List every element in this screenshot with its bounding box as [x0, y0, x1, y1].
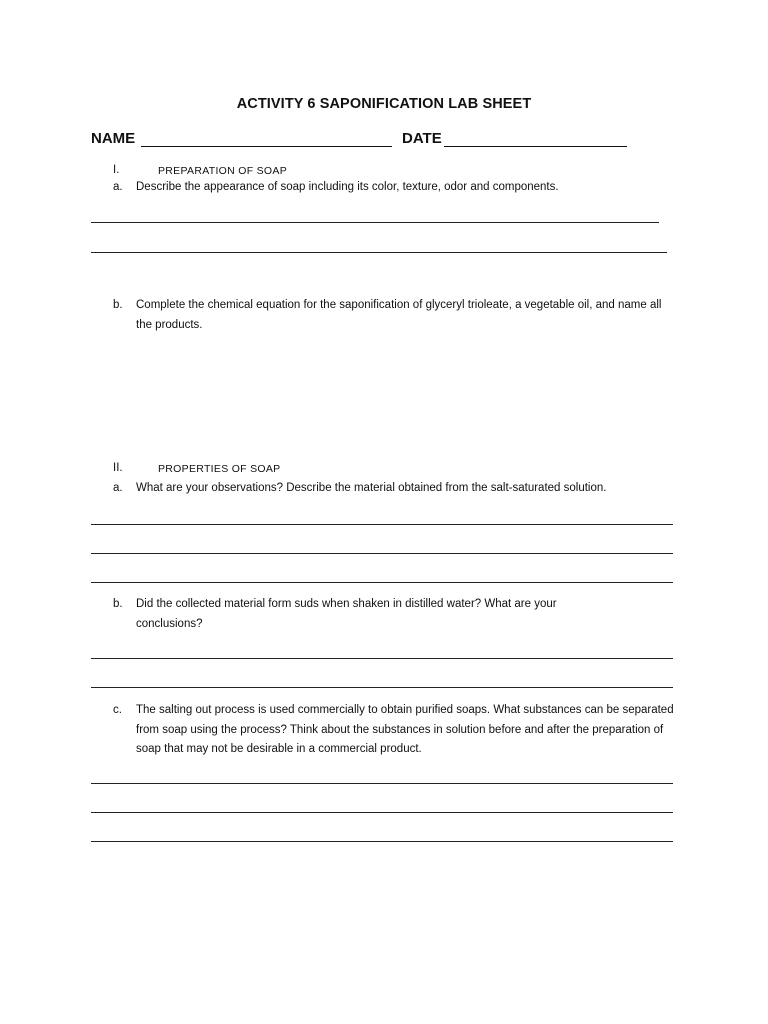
question-text: Complete the chemical equation for the saponification of glyceryl trioleate, a vegetable oil, and name all the products. [136, 299, 662, 331]
question-letter: a. [113, 181, 123, 193]
name-label: NAME [91, 130, 136, 147]
question-text: What are your observations? Describe the material obtained from the salt-saturated solution. [136, 482, 607, 494]
section-numeral: I. [113, 164, 120, 176]
answer-line[interactable] [91, 252, 667, 253]
page-title: ACTIVITY 6 SAPONIFICATION LAB SHEET [236, 96, 532, 112]
section-title: PREPARATION OF SOAP [158, 165, 287, 177]
answer-line[interactable] [91, 222, 659, 223]
answer-line[interactable] [91, 658, 673, 659]
answer-line[interactable] [91, 783, 673, 784]
section-title: PROPERTIES OF SOAP [158, 463, 281, 475]
question-letter: b. [113, 299, 123, 311]
date-blank-line[interactable] [444, 146, 627, 147]
name-blank-line[interactable] [141, 146, 392, 147]
answer-line[interactable] [91, 582, 673, 583]
section-numeral: II. [113, 462, 123, 474]
question-text: The salting out process is used commercially to obtain purified soaps. What substances can be separated from soap using the process? Think about the substances in solution before and after the preparation of soap that may not be desirable in a commercial product. [136, 704, 674, 755]
question-text: Describe the appearance of soap including its color, texture, odor and components. [136, 181, 559, 193]
question-text: Did the collected material form suds when shaken in distilled water? What are your conclusions? [136, 598, 557, 630]
answer-line[interactable] [91, 553, 673, 554]
question-letter: a. [113, 482, 123, 494]
date-label: DATE [402, 130, 442, 147]
answer-line[interactable] [91, 812, 673, 813]
answer-line[interactable] [91, 841, 673, 842]
answer-line[interactable] [91, 524, 673, 525]
question-letter: c. [113, 704, 122, 716]
answer-line[interactable] [91, 687, 673, 688]
question-letter: b. [113, 598, 123, 610]
